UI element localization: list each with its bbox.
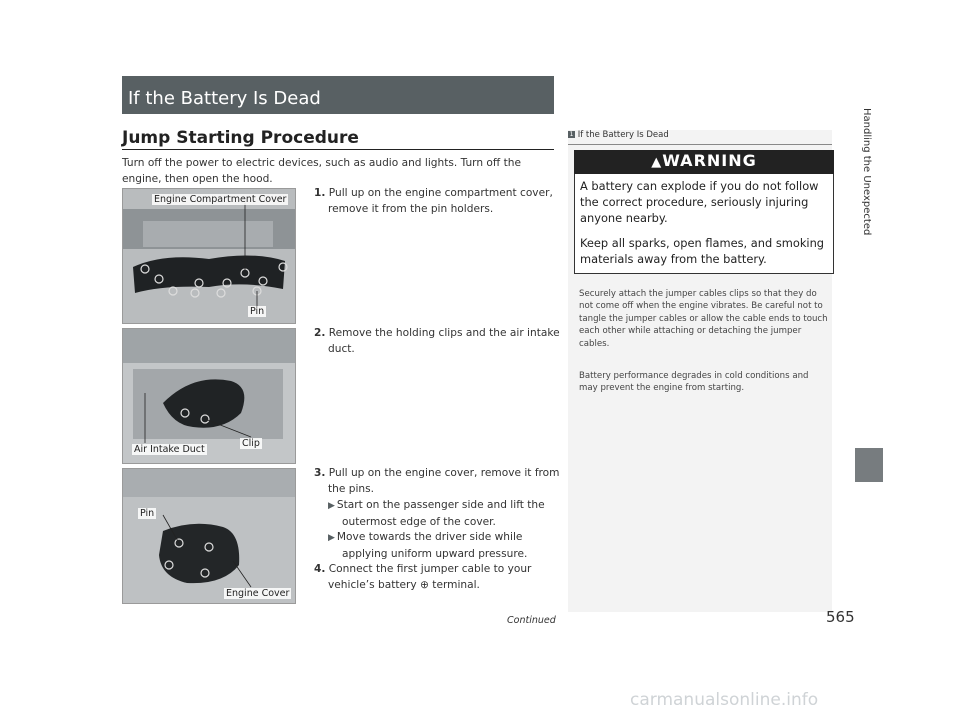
step-text: Pull up on the engine cover, remove it from the pins.	[328, 467, 560, 495]
step-number: 2.	[314, 327, 326, 339]
step-text: Remove the holding clips and the air intake duct.	[328, 327, 560, 355]
plus-terminal-icon: ⊕	[420, 578, 429, 591]
page-number: 565	[826, 608, 855, 626]
figure-label-pin: Pin	[250, 306, 265, 317]
figure-label-pin: Pin	[140, 508, 155, 519]
step-3	[314, 466, 568, 497]
step-text: Connect the first jumper cable to your vehicle’s battery	[328, 563, 532, 591]
step-4	[314, 562, 568, 593]
step-number: 1.	[314, 187, 326, 199]
figure-engine-compartment-cover	[122, 188, 296, 324]
figure-label-air-intake-duct: Air Intake Duct	[134, 444, 205, 455]
step-text: Pull up on the engine compartment cover, remove it from the pin holders.	[328, 187, 553, 215]
note-paragraph-1: Securely attach the jumper cables clips so that they do not come off when the engine vibrates. Be careful not to tangle the jumper cables or allow the cable ends to touch each other while attaching or detaching the jumper cables.	[579, 289, 828, 349]
notes-icon: 1	[569, 131, 574, 138]
note-paragraph-2: Battery performance degrades in cold conditions and may prevent the engine from starting.	[579, 371, 809, 394]
figure-label-clip: Clip	[242, 438, 260, 449]
warning-paragraph-1: A battery can explode if you do not follow the correct procedure, seriously injuring anyone nearby.	[580, 179, 819, 225]
sub-step-text: Move towards the driver side while applying uniform upward pressure.	[336, 531, 528, 560]
arrow-icon: ▶	[328, 533, 335, 543]
step-3-sub-1	[328, 498, 568, 530]
chapter-tab-marker	[855, 448, 883, 482]
step-2	[314, 326, 568, 357]
section-divider	[122, 149, 554, 150]
notes-divider	[568, 144, 832, 145]
notes-heading: 1 If the Battery Is Dead	[569, 130, 669, 140]
sub-step-text: Start on the passenger side and lift the outermost edge of the cover.	[336, 499, 545, 528]
warning-title: ▲WARNING	[651, 151, 757, 170]
continued-label: Continued	[507, 615, 556, 626]
figure-label-engine-cover: Engine Cover	[226, 588, 290, 599]
step-1	[314, 186, 568, 217]
arrow-icon: ▶	[328, 501, 335, 511]
warning-paragraph-2: Keep all sparks, open flames, and smoking materials away from the battery.	[580, 236, 825, 266]
chapter-tab-label: Handling the Unexpected	[861, 108, 872, 236]
figure-label-engine-compartment-cover: Engine Compartment Cover	[154, 194, 287, 205]
warning-icon: ▲	[651, 155, 663, 170]
page-title: If the Battery Is Dead	[128, 88, 321, 109]
watermark: carmanualsonline.info	[630, 690, 819, 710]
step-number: 3.	[314, 467, 326, 479]
warning-text	[580, 178, 830, 267]
section-title: Jump Starting Procedure	[122, 128, 359, 148]
step-3-sub-2	[328, 530, 568, 562]
figure-engine-cover	[122, 468, 296, 604]
intro-paragraph: Turn off the power to electric devices, such as audio and lights. Turn off the engine, then open the hood.	[122, 157, 521, 185]
step-number: 4.	[314, 563, 326, 575]
step-text-end: terminal.	[432, 578, 480, 591]
